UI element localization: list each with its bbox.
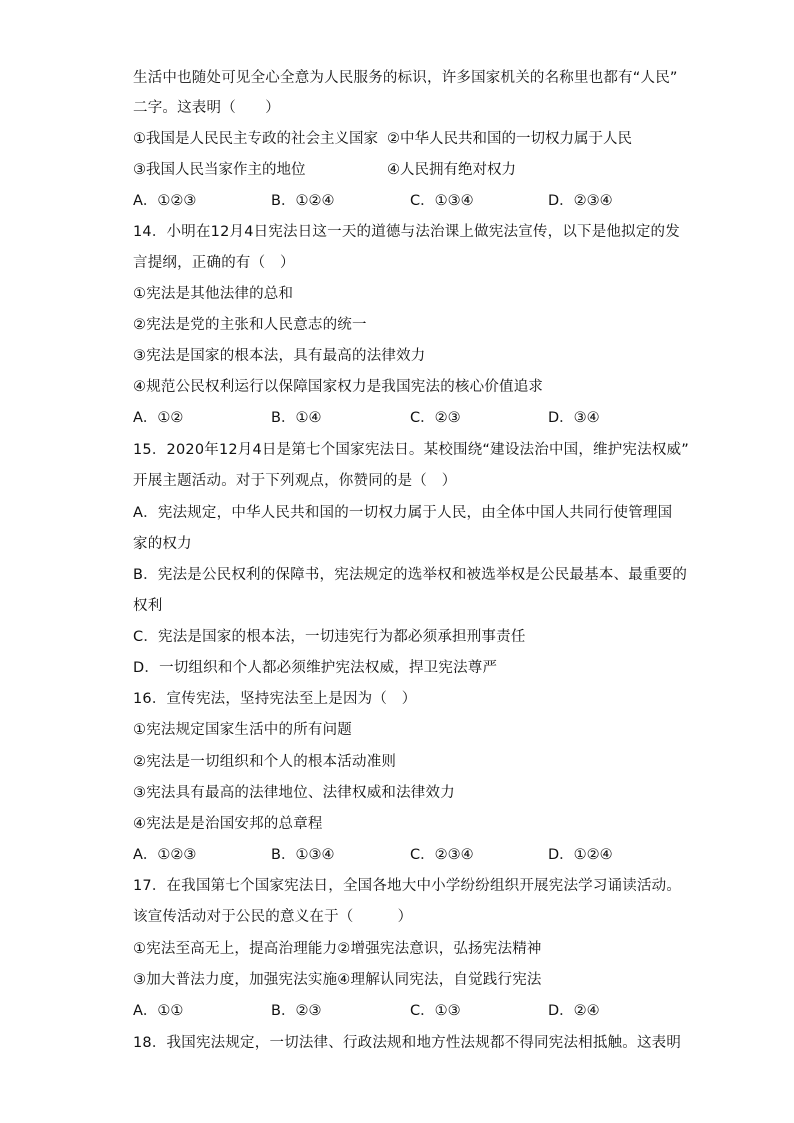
text-line: 生活中也随处可见全心全意为人民服务的标识，许多国家机关的名称里也都有“人民” xyxy=(133,70,678,86)
option-d: D．②③④ xyxy=(548,193,613,209)
text-line: 二字。这表明（ ） xyxy=(133,100,280,116)
option-b: B．①②④ xyxy=(271,193,335,209)
option-c: C．宪法是国家的根本法，一切违宪行为都必须承担刑事责任 xyxy=(133,629,526,645)
option-b: B．②③ xyxy=(271,1003,322,1019)
statement: ①宪法规定国家生活中的所有问题 xyxy=(133,722,352,738)
question-17-stem: 17．在我国第七个国家宪法日，全国各地大中小学纷纷组织开展宪法学习诵读活动。 xyxy=(133,878,682,894)
statement-pair xyxy=(133,129,693,149)
statement: ③宪法具有最高的法律地位、法律权威和法律效力 xyxy=(133,785,455,801)
question-15-stem: 15．2020年12月4日是第七个国家宪法日。某校围绕“建设法治中国，维护宪法权威” xyxy=(133,442,689,458)
option-b: B．①③④ xyxy=(271,847,335,863)
answer-options-q17 xyxy=(133,1001,693,1021)
option-d: D．一切组织和个人都必须维护宪法权威，捍卫宪法尊严 xyxy=(133,660,498,676)
statement: ①宪法是其他法律的总和 xyxy=(133,286,294,302)
option-a: A．宪法规定，中华人民共和国的一切权力属于人民，由全体中国人共同行使管理国 xyxy=(133,505,673,521)
statement: ③加大普法力度，加强宪法实施④理解认同宪法，自觉践行宪法 xyxy=(133,972,542,988)
option-a: A．①② xyxy=(133,410,184,426)
option-a: A．①②③ xyxy=(133,193,197,209)
text-line: 家的权力 xyxy=(133,536,192,552)
statement: ②宪法是一切组织和个人的根本活动准则 xyxy=(133,754,397,770)
statement: ③宪法是国家的根本法，具有最高的法律效力 xyxy=(133,348,426,364)
statement: ②中华人民共和国的一切权力属于人民 xyxy=(387,131,632,147)
option-c: C．①③ xyxy=(410,1003,461,1019)
option-b: B．宪法是公民权利的保障书，宪法规定的选举权和被选举权是公民最基本、最重要的 xyxy=(133,567,688,583)
option-c: C．①③④ xyxy=(410,193,474,209)
statement: ④规范公民权利运行以保障国家权力是我国宪法的核心价值追求 xyxy=(133,379,544,395)
option-a: A．①① xyxy=(133,1003,184,1019)
question-16-stem: 16．宣传宪法，坚持宪法至上是因为（ ） xyxy=(133,691,417,707)
answer-options-q16 xyxy=(133,845,693,865)
option-c: C．②③④ xyxy=(410,847,474,863)
statement: ④人民拥有绝对权力 xyxy=(387,162,516,178)
statement: ②宪法是党的主张和人民意志的统一 xyxy=(133,317,367,333)
statement: ④宪法是是治国安邦的总章程 xyxy=(133,816,323,832)
option-c: C．②③ xyxy=(410,410,461,426)
text-line: 言提纲，正确的有（ ） xyxy=(133,255,295,271)
option-d: D．①②④ xyxy=(548,847,613,863)
answer-options-q13 xyxy=(133,191,693,211)
text-line: 开展主题活动。对于下列观点，你赞同的是（ ） xyxy=(133,473,457,489)
option-b: B．①④ xyxy=(271,410,322,426)
text-line: 权利 xyxy=(133,598,163,614)
statement: ①我国是人民民主专政的社会主义国家 xyxy=(133,131,378,147)
statement-pair xyxy=(133,160,693,180)
option-d: D．②④ xyxy=(548,1003,600,1019)
option-d: D．③④ xyxy=(548,410,600,426)
text-line: 该宣传活动对于公民的意义在于（ ） xyxy=(133,909,413,925)
option-a: A．①②③ xyxy=(133,847,197,863)
question-18-stem: 18．我国宪法规定，一切法律、行政法规和地方性法规都不得同宪法相抵触。这表明 xyxy=(133,1035,682,1051)
statement: ①宪法至高无上，提高治理能力②增强宪法意识，弘扬宪法精神 xyxy=(133,941,542,957)
statement: ③我国人民当家作主的地位 xyxy=(133,162,306,178)
question-14-stem: 14．小明在12月4日宪法日这一天的道德与法治课上做宪法宣传，以下是他拟定的发 xyxy=(133,224,680,240)
answer-options-q14 xyxy=(133,408,693,428)
